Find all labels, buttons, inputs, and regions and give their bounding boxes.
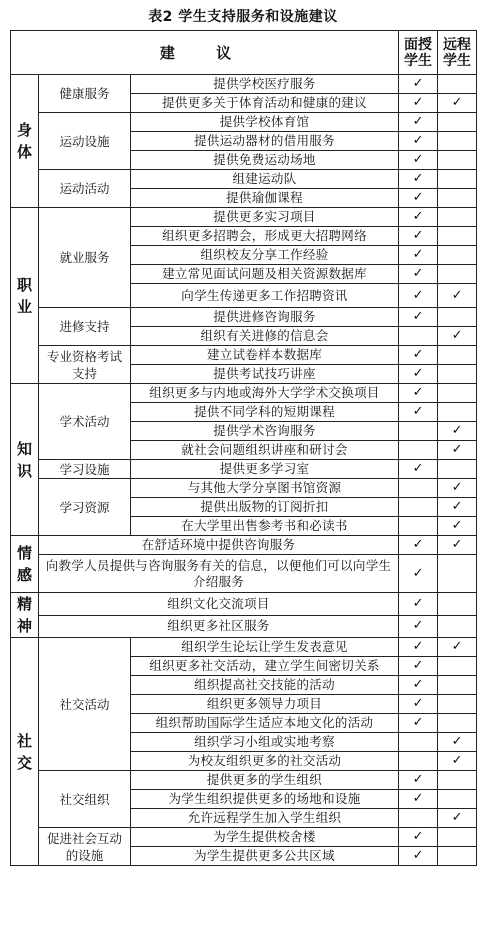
checkmark-icon: ✓ [412, 565, 424, 581]
table-row [11, 555, 477, 593]
checkmark-icon: ✓ [412, 287, 424, 303]
face-to-face-check-cell [399, 809, 438, 828]
face-to-face-check-cell [399, 593, 438, 616]
checkmark-icon: ✓ [412, 537, 424, 552]
face-to-face-check-cell [399, 460, 438, 479]
checkmark-icon: ✓ [412, 114, 424, 129]
remote-check-cell [438, 615, 477, 638]
face-to-face-check-cell [399, 327, 438, 346]
subgroup-socialact: 社交活动 [39, 638, 131, 771]
remote-check-cell [438, 208, 477, 227]
suggestion-text: 与其他大学分享图书馆资源 [131, 479, 399, 498]
remote-check-cell [438, 752, 477, 771]
support-services-table [10, 30, 477, 866]
face-to-face-check-cell [399, 346, 438, 365]
suggestion-text: 提供免费运动场地 [131, 151, 399, 170]
checkmark-icon: ✓ [412, 658, 424, 673]
table-row [11, 113, 477, 132]
table-row [11, 828, 477, 847]
face-to-face-check-cell [399, 208, 438, 227]
remote-check-cell [438, 189, 477, 208]
subgroup-academic: 学术活动 [39, 384, 131, 460]
checkmark-icon: ✓ [451, 537, 463, 552]
remote-check-cell [438, 365, 477, 384]
face-to-face-check-cell [399, 479, 438, 498]
checkmark-icon: ✓ [451, 518, 463, 533]
remote-check-cell [438, 733, 477, 752]
suggestion-text: 提供不同学科的短期课程 [131, 403, 399, 422]
checkmark-icon: ✓ [412, 829, 424, 844]
subgroup-employ: 就业服务 [39, 208, 131, 308]
remote-check-cell [438, 265, 477, 284]
checkmark-icon: ✓ [412, 404, 424, 419]
remote-check-cell [438, 695, 477, 714]
checkmark-icon: ✓ [412, 696, 424, 711]
suggestion-text: 在舒适环境中提供咨询服务 [39, 536, 399, 555]
remote-check-cell [438, 657, 477, 676]
checkmark-icon: ✓ [451, 328, 463, 343]
table-header-row [11, 31, 477, 75]
suggestion-text: 提供学校医疗服务 [131, 75, 399, 94]
remote-check-cell [438, 327, 477, 346]
remote-check-cell [438, 384, 477, 403]
remote-check-cell [438, 479, 477, 498]
suggestion-text: 组织学生论坛让学生发表意见 [131, 638, 399, 657]
face-to-face-check-cell [399, 308, 438, 327]
remote-check-cell [438, 828, 477, 847]
suggestion-text: 允许远程学生加入学生组织 [131, 809, 399, 828]
header-remote: 远程学生 [438, 31, 477, 75]
subgroup-sportact: 运动活动 [39, 170, 131, 208]
suggestion-text: 为学生提供更多公共区域 [131, 847, 399, 866]
checkmark-icon: ✓ [412, 95, 424, 110]
table-row [11, 384, 477, 403]
checkmark-icon: ✓ [451, 442, 463, 457]
face-to-face-check-cell [399, 265, 438, 284]
remote-check-cell [438, 460, 477, 479]
subgroup-resource: 学习资源 [39, 479, 131, 536]
face-to-face-check-cell [399, 733, 438, 752]
checkmark-icon: ✓ [451, 639, 463, 654]
header-suggestion: 建 议 [11, 31, 399, 75]
face-to-face-check-cell [399, 384, 438, 403]
suggestion-text: 为校友组织更多的社交活动 [131, 752, 399, 771]
remote-check-cell [438, 403, 477, 422]
face-to-face-check-cell [399, 189, 438, 208]
suggestion-text: 提供学术咨询服务 [131, 422, 399, 441]
checkmark-icon: ✓ [412, 309, 424, 324]
checkmark-icon: ✓ [412, 190, 424, 205]
face-to-face-check-cell [399, 403, 438, 422]
face-to-face-check-cell [399, 246, 438, 265]
remote-check-cell [438, 790, 477, 809]
remote-check-cell [438, 638, 477, 657]
checkmark-icon: ✓ [412, 366, 424, 381]
checkmark-icon: ✓ [412, 266, 424, 281]
face-to-face-check-cell [399, 132, 438, 151]
table-row [11, 638, 477, 657]
suggestion-text: 组织更多与内地或海外大学学术交换项目 [131, 384, 399, 403]
remote-check-cell [438, 714, 477, 733]
remote-check-cell [438, 847, 477, 866]
remote-check-cell [438, 441, 477, 460]
category-body: 身体 [11, 75, 39, 208]
checkmark-icon: ✓ [412, 385, 424, 400]
category-career: 职业 [11, 208, 39, 384]
remote-check-cell [438, 517, 477, 536]
suggestion-text: 组建运动队 [131, 170, 399, 189]
suggestion-text: 提供更多学习室 [131, 460, 399, 479]
face-to-face-check-cell [399, 113, 438, 132]
checkmark-icon: ✓ [412, 461, 424, 476]
category-emotion: 情感 [11, 536, 39, 593]
remote-check-cell [438, 771, 477, 790]
table-row [11, 75, 477, 94]
subgroup-health: 健康服务 [39, 75, 131, 113]
subgroup-further: 进修支持 [39, 308, 131, 346]
subgroup-promote: 促进社会互动的设施 [39, 828, 131, 866]
category-knowledge: 知识 [11, 384, 39, 536]
table-title: 表2 学生支持服务和设施建议 [148, 9, 338, 25]
face-to-face-check-cell [399, 657, 438, 676]
table-row [11, 208, 477, 227]
table-row [11, 346, 477, 365]
subgroup-studyfac: 学习设施 [39, 460, 131, 479]
checkmark-icon: ✓ [412, 618, 424, 634]
checkmark-icon: ✓ [412, 595, 424, 611]
suggestion-text: 就社会问题组织讲座和研讨会 [131, 441, 399, 460]
suggestion-text: 在大学里出售参考书和必读书 [131, 517, 399, 536]
suggestion-text: 向教学人员提供与咨询服务有关的信息，以便他们可以向学生介绍服务 [39, 555, 399, 593]
checkmark-icon: ✓ [412, 209, 424, 224]
suggestion-text: 提供学校体育馆 [131, 113, 399, 132]
suggestion-text: 为学生提供校舍楼 [131, 828, 399, 847]
face-to-face-check-cell [399, 536, 438, 555]
table-row [11, 460, 477, 479]
checkmark-icon: ✓ [451, 734, 463, 749]
checkmark-icon: ✓ [451, 480, 463, 495]
remote-check-cell [438, 555, 477, 593]
remote-check-cell [438, 422, 477, 441]
remote-check-cell [438, 676, 477, 695]
face-to-face-check-cell [399, 284, 438, 308]
suggestion-text: 提供运动器材的借用服务 [131, 132, 399, 151]
remote-check-cell [438, 75, 477, 94]
suggestion-text: 提供考试技巧讲座 [131, 365, 399, 384]
checkmark-icon: ✓ [451, 753, 463, 768]
face-to-face-check-cell [399, 422, 438, 441]
face-to-face-check-cell [399, 638, 438, 657]
face-to-face-check-cell [399, 441, 438, 460]
remote-check-cell [438, 593, 477, 616]
checkmark-icon: ✓ [451, 95, 463, 110]
suggestion-text: 提供更多的学生组织 [131, 771, 399, 790]
subgroup-socialorg: 社交组织 [39, 771, 131, 828]
table-row [11, 308, 477, 327]
checkmark-icon: ✓ [451, 499, 463, 514]
category-spirit: 精神 [11, 593, 39, 638]
checkmark-icon: ✓ [412, 228, 424, 243]
category-social: 社交 [11, 638, 39, 866]
face-to-face-check-cell [399, 170, 438, 189]
suggestion-text: 组织文化交流项目 [39, 593, 399, 616]
suggestion-text: 组织帮助国际学生适应本地文化的活动 [131, 714, 399, 733]
table-row [11, 771, 477, 790]
face-to-face-check-cell [399, 714, 438, 733]
remote-check-cell [438, 94, 477, 113]
table-row [11, 593, 477, 616]
header-face-to-face: 面授学生 [399, 31, 438, 75]
face-to-face-check-cell [399, 771, 438, 790]
subgroup-exam: 专业资格考试支持 [39, 346, 131, 384]
suggestion-text: 提供更多实习项目 [131, 208, 399, 227]
face-to-face-check-cell [399, 695, 438, 714]
checkmark-icon: ✓ [412, 677, 424, 692]
face-to-face-check-cell [399, 847, 438, 866]
checkmark-icon: ✓ [412, 848, 424, 863]
suggestion-text: 组织更多招聘会，形成更大招聘网络 [131, 227, 399, 246]
checkmark-icon: ✓ [412, 347, 424, 362]
remote-check-cell [438, 809, 477, 828]
suggestion-text: 提供进修咨询服务 [131, 308, 399, 327]
suggestion-text: 组织学习小组或实地考察 [131, 733, 399, 752]
checkmark-icon: ✓ [412, 639, 424, 654]
face-to-face-check-cell [399, 498, 438, 517]
checkmark-icon: ✓ [451, 287, 463, 303]
remote-check-cell [438, 132, 477, 151]
table-row [11, 479, 477, 498]
face-to-face-check-cell [399, 828, 438, 847]
suggestion-text: 建立试卷样本数据库 [131, 346, 399, 365]
checkmark-icon: ✓ [412, 791, 424, 806]
suggestion-text: 提供更多关于体育活动和健康的建议 [131, 94, 399, 113]
face-to-face-check-cell [399, 75, 438, 94]
face-to-face-check-cell [399, 752, 438, 771]
checkmark-icon: ✓ [412, 715, 424, 730]
checkmark-icon: ✓ [451, 423, 463, 438]
checkmark-icon: ✓ [412, 247, 424, 262]
checkmark-icon: ✓ [412, 152, 424, 167]
checkmark-icon: ✓ [412, 133, 424, 148]
suggestion-text: 为学生组织提供更多的场地和设施 [131, 790, 399, 809]
face-to-face-check-cell [399, 555, 438, 593]
subgroup-sportfac: 运动设施 [39, 113, 131, 170]
checkmark-icon: ✓ [412, 171, 424, 186]
suggestion-text: 组织更多领导力项目 [131, 695, 399, 714]
remote-check-cell [438, 113, 477, 132]
suggestion-text: 向学生传递更多工作招聘资讯 [131, 284, 399, 308]
face-to-face-check-cell [399, 365, 438, 384]
table-row [11, 615, 477, 638]
remote-check-cell [438, 308, 477, 327]
face-to-face-check-cell [399, 676, 438, 695]
suggestion-text: 提供瑜伽课程 [131, 189, 399, 208]
face-to-face-check-cell [399, 151, 438, 170]
checkmark-icon: ✓ [412, 76, 424, 91]
remote-check-cell [438, 246, 477, 265]
suggestion-text: 组织更多社交活动，建立学生间密切关系 [131, 657, 399, 676]
face-to-face-check-cell [399, 790, 438, 809]
suggestion-text: 组织提高社交技能的活动 [131, 676, 399, 695]
suggestion-text: 组织有关进修的信息会 [131, 327, 399, 346]
face-to-face-check-cell [399, 517, 438, 536]
face-to-face-check-cell [399, 94, 438, 113]
remote-check-cell [438, 346, 477, 365]
remote-check-cell [438, 151, 477, 170]
table-row [11, 536, 477, 555]
suggestion-text: 组织校友分享工作经验 [131, 246, 399, 265]
remote-check-cell [438, 284, 477, 308]
suggestion-text: 建立常见面试问题及相关资源数据库 [131, 265, 399, 284]
checkmark-icon: ✓ [451, 810, 463, 825]
remote-check-cell [438, 536, 477, 555]
remote-check-cell [438, 227, 477, 246]
face-to-face-check-cell [399, 615, 438, 638]
table-row [11, 170, 477, 189]
remote-check-cell [438, 498, 477, 517]
checkmark-icon: ✓ [412, 772, 424, 787]
remote-check-cell [438, 170, 477, 189]
suggestion-text: 提供出版物的订阅折扣 [131, 498, 399, 517]
face-to-face-check-cell [399, 227, 438, 246]
suggestion-text: 组织更多社区服务 [39, 615, 399, 638]
